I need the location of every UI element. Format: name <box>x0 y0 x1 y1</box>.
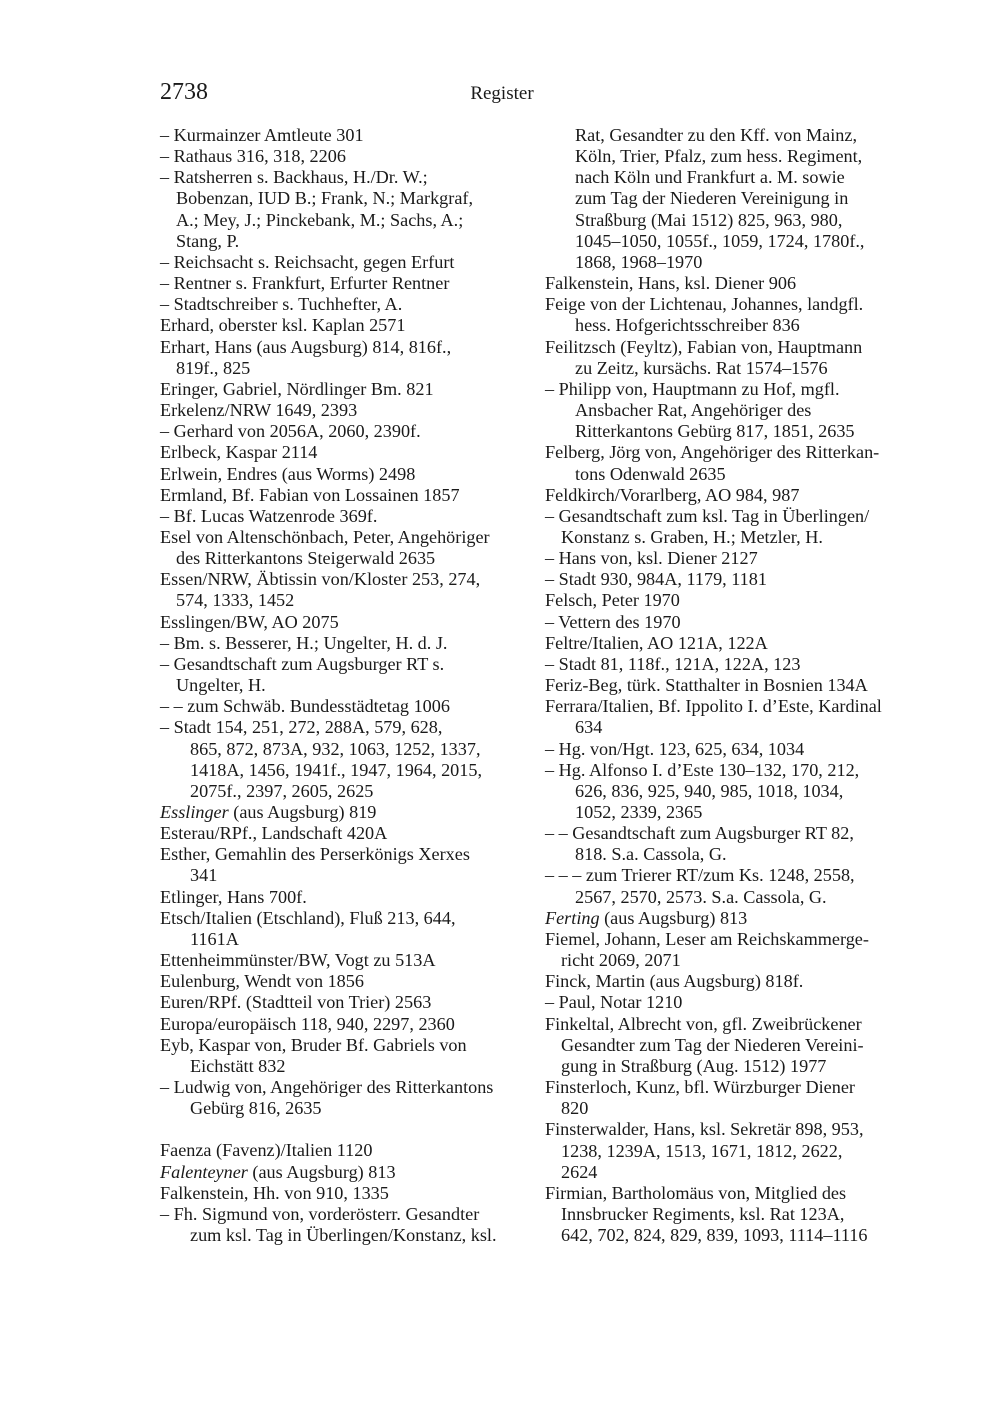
index-entry <box>545 379 917 442</box>
entry-line: Erhard, oberster ksl. Kaplan 2571 <box>160 315 406 336</box>
index-entry <box>545 823 917 865</box>
index-entry <box>160 1140 532 1161</box>
entry-line: 818. S.a. Cassola, G. <box>575 844 727 865</box>
entry-line: – Ludwig von, Angehöriger des Ritterkantons <box>160 1077 494 1098</box>
entry-italic-name: Falenteyner <box>160 1161 248 1182</box>
index-entry <box>545 506 917 548</box>
index-entry <box>545 865 917 907</box>
index-entry <box>160 654 532 696</box>
entry-line: Esther, Gemahlin des Perserkönigs Xerxes <box>160 844 470 865</box>
entry-line: Stang, P. <box>176 230 240 251</box>
entry-line: Erkelenz/NRW 1649, 2393 <box>160 400 358 421</box>
entry-line: – Gerhard von 2056A, 2060, 2390f. <box>160 421 421 442</box>
entry-line: – – – zum Trierer RT/zum Ks. 1248, 2558, <box>545 865 855 886</box>
entry-line: – Ratsherren s. Backhaus, H./Dr. W.; <box>160 167 428 188</box>
entry-line: – Bf. Lucas Watzenrode 369f. <box>160 505 378 526</box>
entry-line: 574, 1333, 1452 <box>176 590 295 611</box>
index-entry <box>545 633 917 654</box>
entry-line: Esel von Altenschönbach, Peter, Angehöriger <box>160 526 490 547</box>
entry-line: Konstanz s. Graben, H.; Metzler, H. <box>561 526 823 547</box>
index-entry <box>160 167 532 252</box>
entry-line: Eringer, Gabriel, Nördlinger Bm. 821 <box>160 378 434 399</box>
entry-line: Faenza (Favenz)/Italien 1120 <box>160 1140 373 1161</box>
index-entry <box>160 908 532 950</box>
entry-line: Falkenstein, Hans, ksl. Diener 906 <box>545 273 797 294</box>
entry-line: Feilitzsch (Feyltz), Fabian von, Hauptmann <box>545 336 863 357</box>
entry-line: richt 2069, 2071 <box>561 950 681 971</box>
entry-line: 2567, 2570, 2573. S.a. Cassola, G. <box>575 886 827 907</box>
entry-line: Köln, Trier, Pfalz, zum hess. Regiment, <box>575 146 863 167</box>
entry-line: 1161A <box>190 928 239 949</box>
entry-line: – – zum Schwäb. Bundesstädtetag 1006 <box>160 696 450 717</box>
entry-line: Ansbacher Rat, Angehöriger des <box>575 400 812 421</box>
entry-line: Feldkirch/Vorarlberg, AO 984, 987 <box>545 484 800 505</box>
entry-line: Eyb, Kaspar von, Bruder Bf. Gabriels von <box>160 1034 467 1055</box>
entry-line: A.; Mey, J.; Pinckebank, M.; Sachs, A.; <box>176 209 464 230</box>
entry-line: – Vettern des 1970 <box>545 611 681 632</box>
index-entry <box>160 273 532 294</box>
index-entry <box>160 844 532 886</box>
entry-line: Esslingen/BW, AO 2075 <box>160 611 339 632</box>
index-entry <box>545 485 917 506</box>
entry-line: Innsbrucker Regiments, ksl. Rat 123A, <box>561 1203 845 1224</box>
entry-line: Ettenheimmünster/BW, Vogt zu 513A <box>160 950 436 971</box>
entry-line: Finsterwalder, Hans, ksl. Sekretär 898, 953, <box>545 1119 864 1140</box>
entry-line: Euren/RPf. (Stadtteil von Trier) 2563 <box>160 992 432 1013</box>
entry-line: Falkenstein, Hh. von 910, 1335 <box>160 1182 389 1203</box>
entry-line: 1052, 2339, 2365 <box>575 802 703 822</box>
index-entry <box>545 1077 917 1119</box>
entry-line: des Ritterkantons Steigerwald 2635 <box>176 548 436 569</box>
entry-line: Ungelter, H. <box>176 675 266 696</box>
entry-line: 2075f., 2397, 2605, 2625 <box>190 780 374 801</box>
entry-line: 819f., 825 <box>176 357 251 378</box>
entry-line: Gesandter zum Tag der Niederen Vereini- <box>561 1034 864 1055</box>
entry-line: Etlinger, Hans 700f. <box>160 886 307 907</box>
entry-line: Gebürg 816, 2635 <box>190 1098 322 1119</box>
entry-line: zu Zeitz, kursächs. Rat 1574–1576 <box>575 357 828 378</box>
entry-line: – Fh. Sigmund von, vorderösterr. Gesandter <box>160 1203 480 1224</box>
entry-line: – Reichsacht s. Reichsacht, gegen Erfurt <box>160 251 455 272</box>
index-entry <box>160 252 532 273</box>
entry-line: Finkeltal, Albrecht von, gfl. Zweibrückener <box>545 1013 862 1034</box>
index-entry <box>160 1204 532 1246</box>
index-entry <box>160 379 532 400</box>
index-entry <box>160 506 532 527</box>
entry-line: Finsterloch, Kunz, bfl. Würzburger Diener <box>545 1077 855 1098</box>
entry-line: – Stadt 81, 118f., 121A, 122A, 123 <box>545 653 801 674</box>
index-entry <box>545 273 917 294</box>
index-entry <box>545 590 917 611</box>
index-entry <box>160 485 532 506</box>
entry-line: Ferrara/Italien, Bf. Ippolito I. d’Este, Kardinal <box>545 696 882 717</box>
index-entry <box>160 971 532 992</box>
entry-line: – Paul, Notar 1210 <box>545 992 683 1013</box>
entry-line: Europa/europäisch 118, 940, 2297, 2360 <box>160 1013 455 1034</box>
entry-line: nach Köln und Frankfurt a. M. sowie <box>575 167 845 188</box>
entry-line: Erlbeck, Kaspar 2114 <box>160 442 318 463</box>
entry-line: 1418A, 1456, 1941f., 1947, 1964, 2015, <box>190 759 483 780</box>
entry-line: – Stadtschreiber s. Tuchhefter, A. <box>160 294 403 315</box>
entry-line: – Hg. Alfonso I. d’Este 130–132, 170, 212, <box>545 759 860 780</box>
entry-line: – Kurmainzer Amtleute 301 <box>160 125 364 145</box>
index-entry <box>160 294 532 315</box>
entry-line: Erlwein, Endres (aus Worms) 2498 <box>160 463 416 484</box>
index-entry <box>160 125 532 146</box>
index-entry <box>545 929 917 971</box>
entry-spacer <box>160 1119 532 1140</box>
entry-line: 2624 <box>561 1161 598 1182</box>
index-entry <box>160 1077 532 1119</box>
entry-line: (aus Augsburg) 813 <box>247 1161 396 1182</box>
index-entry <box>160 146 532 167</box>
running-head: Register <box>470 83 534 104</box>
entry-line: 1045–1050, 1055f., 1059, 1724, 1780f., <box>575 230 865 251</box>
index-entry <box>545 971 917 992</box>
entry-line: – Stadt 154, 251, 272, 288A, 579, 628, <box>160 717 443 738</box>
index-entry <box>545 612 917 633</box>
index-entry <box>160 887 532 908</box>
entry-line: 341 <box>190 865 218 886</box>
index-entry <box>160 612 532 633</box>
entry-line: 865, 872, 873A, 932, 1063, 1252, 1337, <box>190 738 481 759</box>
entry-line: Etsch/Italien (Etschland), Fluß 213, 644, <box>160 907 456 928</box>
entry-line: Firmian, Bartholomäus von, Mitglied des <box>545 1182 847 1203</box>
index-entry <box>160 464 532 485</box>
entry-line: Fiemel, Johann, Leser am Reichskammerge- <box>545 928 869 949</box>
entry-line: zum ksl. Tag in Überlingen/Konstanz, ksl. <box>190 1225 497 1246</box>
index-entry <box>160 802 532 823</box>
index-entry <box>545 760 917 823</box>
index-entry <box>160 950 532 971</box>
index-entry <box>545 442 917 484</box>
entry-line: (aus Augsburg) 819 <box>228 802 377 822</box>
index-entry <box>160 1014 532 1035</box>
entry-line: 1868, 1968–1970 <box>575 251 703 272</box>
entry-line: Felberg, Jörg von, Angehöriger des Ritterkan- <box>545 442 880 463</box>
entry-line: Feltre/Italien, AO 121A, 122A <box>545 632 768 653</box>
index-entry <box>160 696 532 717</box>
entry-line: Erhart, Hans (aus Augsburg) 814, 816f., <box>160 336 452 357</box>
index-entry <box>545 1014 917 1077</box>
entry-line: Rat, Gesandter zu den Kff. von Mainz, <box>575 125 857 145</box>
entry-line: Essen/NRW, Äbtissin von/Kloster 253, 274, <box>160 569 481 590</box>
index-entry <box>160 1035 532 1077</box>
entry-line: – Stadt 930, 984A, 1179, 1181 <box>545 569 767 590</box>
entry-italic-name: Ferting <box>545 907 600 928</box>
index-entry <box>160 717 532 802</box>
entry-italic-name: Esslinger <box>160 802 229 822</box>
entry-line: 1238, 1239A, 1513, 1671, 1812, 2622, <box>561 1140 843 1161</box>
index-entry <box>160 823 532 844</box>
entry-line: – Rentner s. Frankfurt, Erfurter Rentner <box>160 273 450 294</box>
entry-line: Eichstätt 832 <box>190 1055 286 1076</box>
index-entry <box>160 337 532 379</box>
index-entry <box>160 633 532 654</box>
entry-line: Ermland, Bf. Fabian von Lossainen 1857 <box>160 484 460 505</box>
index-entry <box>160 400 532 421</box>
index-entry <box>545 696 917 738</box>
entry-line: (aus Augsburg) 813 <box>599 907 748 928</box>
entry-line: – Philipp von, Hauptmann zu Hof, mgfl. <box>545 378 840 399</box>
index-entry <box>545 908 917 929</box>
index-entry <box>545 654 917 675</box>
entry-line: – Rathaus 316, 318, 2206 <box>160 146 346 167</box>
index-entry <box>160 527 532 569</box>
index-entry <box>545 125 917 273</box>
index-entry <box>545 337 917 379</box>
entry-line: – Gesandtschaft zum ksl. Tag in Überlingen/ <box>545 505 870 526</box>
entry-line: Felsch, Peter 1970 <box>545 590 680 611</box>
entry-line: gung in Straßburg (Aug. 1512) 1977 <box>561 1055 827 1076</box>
entry-line: Esterau/RPf., Landschaft 420A <box>160 823 388 844</box>
index-column-left <box>160 125 532 1246</box>
entry-line: – Hg. von/Hgt. 123, 625, 634, 1034 <box>545 738 805 759</box>
entry-line: – Gesandtschaft zum Augsburger RT s. <box>160 653 445 674</box>
index-entry <box>545 1183 917 1246</box>
entry-line: – Hans von, ksl. Diener 2127 <box>545 548 758 569</box>
entry-line: Eulenburg, Wendt von 1856 <box>160 971 364 992</box>
index-entry <box>545 569 917 590</box>
index-entry <box>545 1119 917 1182</box>
entry-line: 634 <box>575 717 603 738</box>
entry-line: Straßburg (Mai 1512) 825, 963, 980, <box>575 209 843 230</box>
entry-line: 626, 836, 925, 940, 985, 1018, 1034, <box>575 780 844 801</box>
entry-line: – – Gesandtschaft zum Augsburger RT 82, <box>545 823 854 844</box>
index-entry <box>545 294 917 336</box>
entry-line: tons Odenwald 2635 <box>575 463 726 484</box>
index-entry <box>160 1162 532 1183</box>
entry-line: Bobenzan, IUD B.; Frank, N.; Markgraf, <box>176 188 473 209</box>
index-entry <box>545 675 917 696</box>
entry-line: Ritterkantons Gebürg 817, 1851, 2635 <box>575 421 855 442</box>
entry-line: 820 <box>561 1098 589 1119</box>
entry-line: Feriz-Beg, türk. Statthalter in Bosnien 134A <box>545 675 868 696</box>
index-entry <box>160 569 532 611</box>
index-entry <box>160 1183 532 1204</box>
index-column-right <box>545 125 917 1246</box>
index-entry <box>545 992 917 1013</box>
entry-line: – Bm. s. Besserer, H.; Ungelter, H. d. J. <box>160 632 448 653</box>
index-entry <box>160 315 532 336</box>
entry-line: 642, 702, 824, 829, 839, 1093, 1114–1116 <box>561 1225 868 1246</box>
page-number: 2738 <box>160 79 208 105</box>
index-entry <box>160 442 532 463</box>
entry-line: hess. Hofgerichtsschreiber 836 <box>575 315 800 336</box>
index-entry <box>160 992 532 1013</box>
index-entry <box>160 421 532 442</box>
entry-line: Feige von der Lichtenau, Johannes, landgfl. <box>545 294 864 315</box>
index-entry <box>545 548 917 569</box>
entry-line: zum Tag der Niederen Vereinigung in <box>575 188 849 209</box>
index-entry <box>545 739 917 760</box>
entry-line: Finck, Martin (aus Augsburg) 818f. <box>545 971 804 992</box>
